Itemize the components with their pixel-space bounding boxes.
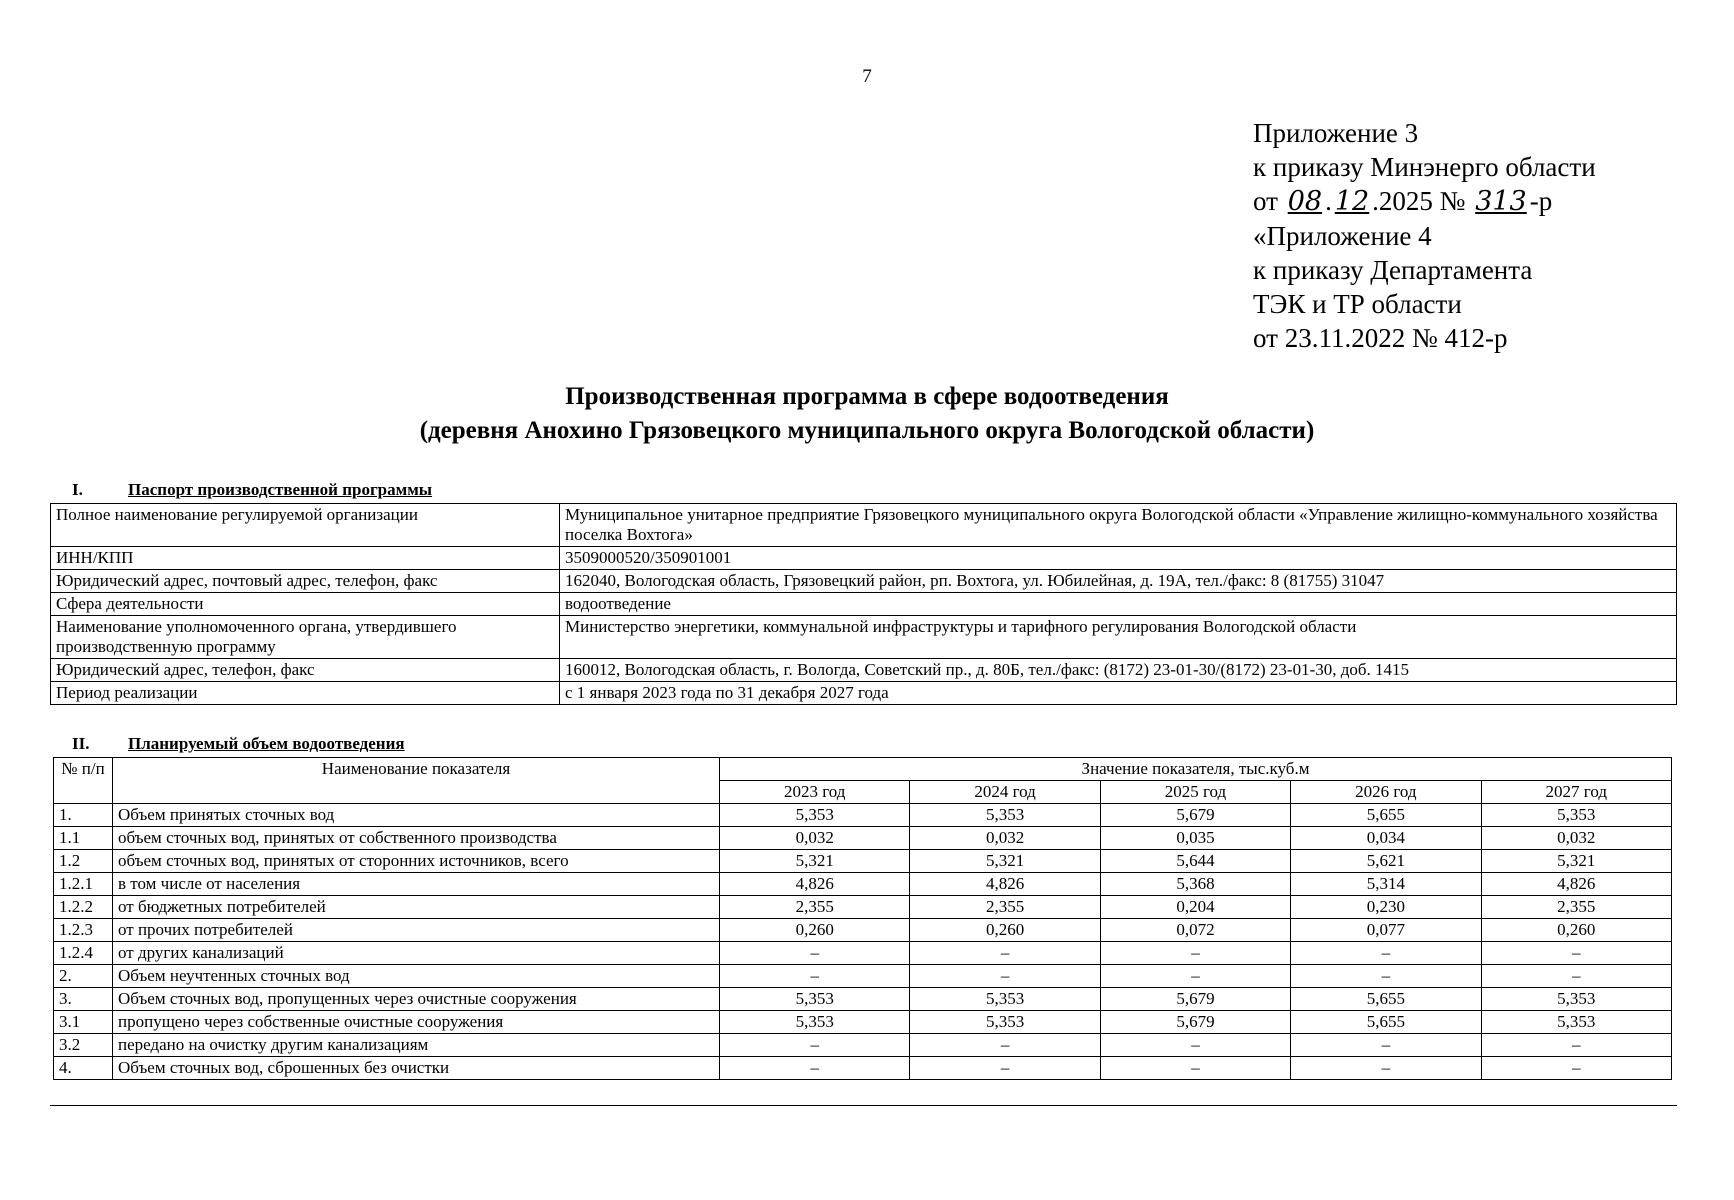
row-value: 5,655 [1291, 1011, 1481, 1034]
row-value: – [720, 1034, 910, 1057]
passport-value: с 1 января 2023 года по 31 декабря 2027 года [560, 682, 1677, 705]
row-value: – [1100, 1034, 1290, 1057]
row-value: 5,321 [1481, 850, 1671, 873]
appendix-block [1253, 116, 1596, 355]
handwritten-order-number: 313 [1475, 186, 1527, 217]
row-indicator-name: Объем неучтенных сточных вод [113, 965, 720, 988]
passport-row [51, 570, 1677, 593]
header-indicator-name: Наименование показателя [113, 758, 720, 804]
row-value: 5,353 [910, 1011, 1100, 1034]
passport-key: Юридический адрес, почтовый адрес, телефон, факс [51, 570, 560, 593]
date-separator: . [1325, 186, 1332, 216]
row-value: – [720, 1057, 910, 1080]
row-indicator-name: от других канализаций [113, 942, 720, 965]
row-value: 5,321 [910, 850, 1100, 873]
passport-table [50, 503, 1677, 705]
passport-value: 160012, Вологодская область, г. Вологда, Советский пр., д. 80Б, тел./факс: (8172) 23-01-30/(8172) 23-01-30, доб. 1415 [560, 659, 1677, 682]
row-number: 3. [54, 988, 113, 1011]
row-indicator-name: Объем сточных вод, сброшенных без очистки [113, 1057, 720, 1080]
row-value: 2,355 [720, 896, 910, 919]
row-number: 4. [54, 1057, 113, 1080]
row-value: – [1481, 942, 1671, 965]
row-value: 4,826 [1481, 873, 1671, 896]
row-indicator-name: в том числе от населения [113, 873, 720, 896]
row-value: 0,260 [1481, 919, 1671, 942]
appendix-line-2: к приказу Минэнерго области [1253, 152, 1596, 182]
passport-row [51, 547, 1677, 570]
volume-row [54, 1011, 1672, 1034]
row-value: 0,032 [910, 827, 1100, 850]
header-year: 2026 год [1291, 781, 1481, 804]
passport-value: 3509000520/350901001 [560, 547, 1677, 570]
title-line-2: (деревня Анохино Грязовецкого муниципального округа Вологодской области) [419, 417, 1315, 444]
volume-row [54, 965, 1672, 988]
row-number: 3.1 [54, 1011, 113, 1034]
row-number: 2. [54, 965, 113, 988]
row-number: 3.2 [54, 1034, 113, 1057]
row-value: 5,353 [720, 1011, 910, 1034]
row-value: – [1100, 942, 1290, 965]
passport-value: 162040, Вологодская область, Грязовецкий район, рп. Вохтога, ул. Юбилейная, д. 19А, тел./факс: 8 (81755) 31047 [560, 570, 1677, 593]
row-value: 5,655 [1291, 804, 1481, 827]
passport-key: Юридический адрес, телефон, факс [51, 659, 560, 682]
row-value: 0,204 [1100, 896, 1290, 919]
row-value: 5,353 [720, 988, 910, 1011]
row-value: – [720, 942, 910, 965]
section-1-title: Паспорт производственной программы [128, 480, 433, 499]
document-title [0, 380, 1734, 448]
header-year: 2027 год [1481, 781, 1671, 804]
header-year: 2023 год [720, 781, 910, 804]
row-value: 0,260 [910, 919, 1100, 942]
row-value: 0,077 [1291, 919, 1481, 942]
row-value: 5,679 [1100, 988, 1290, 1011]
row-indicator-name: от прочих потребителей [113, 919, 720, 942]
section-2-heading [72, 734, 405, 754]
header-year: 2025 год [1100, 781, 1290, 804]
row-value: 5,353 [1481, 988, 1671, 1011]
row-indicator-name: от бюджетных потребителей [113, 896, 720, 919]
row-indicator-name: передано на очистку другим канализациям [113, 1034, 720, 1057]
row-value: – [910, 1057, 1100, 1080]
section-1-number: I. [72, 480, 83, 499]
appendix-line-1: Приложение 3 [1253, 118, 1419, 148]
row-value: – [1291, 1057, 1481, 1080]
bottom-rule [50, 1105, 1677, 1106]
volume-row [54, 942, 1672, 965]
passport-row [51, 682, 1677, 705]
passport-key: Период реализации [51, 682, 560, 705]
row-value: 5,353 [910, 988, 1100, 1011]
row-value: 0,032 [1481, 827, 1671, 850]
row-value: – [1291, 1034, 1481, 1057]
row-value: 2,355 [910, 896, 1100, 919]
passport-key: ИНН/КПП [51, 547, 560, 570]
row-number: 1.2.2 [54, 896, 113, 919]
volume-row [54, 896, 1672, 919]
volume-row [54, 873, 1672, 896]
row-number: 1.2.1 [54, 873, 113, 896]
row-value: 5,353 [720, 804, 910, 827]
page-number: 7 [862, 66, 872, 87]
row-indicator-name: объем сточных вод, принятых от сторонних источников, всего [113, 850, 720, 873]
row-value: 5,644 [1100, 850, 1290, 873]
appendix-line-6: ТЭК и ТР области [1253, 289, 1462, 319]
passport-key: Полное наименование регулируемой организации [51, 504, 560, 547]
appendix-year-part: .2025 № [1372, 186, 1466, 216]
row-value: 4,826 [910, 873, 1100, 896]
passport-row [51, 616, 1677, 659]
row-value: – [1100, 965, 1290, 988]
section-2-number: II. [72, 734, 90, 753]
volume-row [54, 988, 1672, 1011]
row-number: 1.2 [54, 850, 113, 873]
passport-value: Муниципальное унитарное предприятие Грязовецкого муниципального округа Вологодской области «Управление жилищно-коммунального хозяйства поселка Вохтога» [560, 504, 1677, 547]
row-value: – [910, 942, 1100, 965]
passport-row [51, 659, 1677, 682]
volume-row [54, 1034, 1672, 1057]
row-indicator-name: Объем сточных вод, пропущенных через очистные сооружения [113, 988, 720, 1011]
row-indicator-name: объем сточных вод, принятых от собственного производства [113, 827, 720, 850]
row-value: 0,034 [1291, 827, 1481, 850]
row-value: – [910, 1034, 1100, 1057]
row-value: 5,621 [1291, 850, 1481, 873]
appendix-order-suffix: -р [1529, 186, 1553, 216]
passport-value: водоотведение [560, 593, 1677, 616]
row-value: – [1291, 965, 1481, 988]
passport-row [51, 593, 1677, 616]
handwritten-month: 12 [1334, 186, 1370, 217]
header-year: 2024 год [910, 781, 1100, 804]
passport-key: Сфера деятельности [51, 593, 560, 616]
row-value: 2,355 [1481, 896, 1671, 919]
appendix-line-7: от 23.11.2022 № 412-р [1253, 323, 1508, 353]
passport-row [51, 504, 1677, 547]
section-1-heading [72, 480, 432, 500]
row-value: – [1481, 965, 1671, 988]
row-value: 5,655 [1291, 988, 1481, 1011]
row-value: 0,032 [720, 827, 910, 850]
volume-row [54, 850, 1672, 873]
row-value: 5,679 [1100, 1011, 1290, 1034]
section-2-title: Планируемый объем водоотведения [128, 734, 405, 753]
row-number: 1. [54, 804, 113, 827]
row-value: 5,314 [1291, 873, 1481, 896]
volume-row [54, 804, 1672, 827]
row-value: 0,072 [1100, 919, 1290, 942]
row-indicator-name: пропущено через собственные очистные сооружения [113, 1011, 720, 1034]
row-value: 5,368 [1100, 873, 1290, 896]
row-value: – [720, 965, 910, 988]
row-value: 5,353 [1481, 1011, 1671, 1034]
passport-value: Министерство энергетики, коммунальной инфраструктуры и тарифного регулирования Вологодской области [560, 616, 1677, 659]
handwritten-day: 08 [1287, 186, 1323, 217]
passport-key: Наименование уполномоченного органа, утвердившего производственную программу [51, 616, 560, 659]
appendix-date-prefix: от [1253, 186, 1278, 216]
row-number: 1.1 [54, 827, 113, 850]
title-line-1: Производственная программа в сфере водоотведения [565, 383, 1169, 410]
volume-table [53, 757, 1672, 1080]
row-value: 5,321 [720, 850, 910, 873]
header-value-group: Значение показателя, тыс.куб.м [720, 758, 1672, 781]
row-value: 5,353 [1481, 804, 1671, 827]
row-value: – [910, 965, 1100, 988]
row-value: – [1100, 1057, 1290, 1080]
volume-header-row-1 [54, 758, 1672, 781]
volume-row [54, 827, 1672, 850]
row-value: 5,679 [1100, 804, 1290, 827]
row-value: 5,353 [910, 804, 1100, 827]
header-number: № п/п [54, 758, 113, 804]
appendix-line-4: «Приложение 4 [1253, 221, 1432, 251]
volume-row [54, 1057, 1672, 1080]
row-value: – [1481, 1057, 1671, 1080]
volume-row [54, 919, 1672, 942]
row-value: 0,230 [1291, 896, 1481, 919]
row-value: – [1481, 1034, 1671, 1057]
row-number: 1.2.4 [54, 942, 113, 965]
appendix-line-3 [1253, 184, 1596, 219]
row-value: 4,826 [720, 873, 910, 896]
row-indicator-name: Объем принятых сточных вод [113, 804, 720, 827]
appendix-line-5: к приказу Департамента [1253, 255, 1533, 285]
row-value: 0,035 [1100, 827, 1290, 850]
row-number: 1.2.3 [54, 919, 113, 942]
row-value: 0,260 [720, 919, 910, 942]
row-value: – [1291, 942, 1481, 965]
